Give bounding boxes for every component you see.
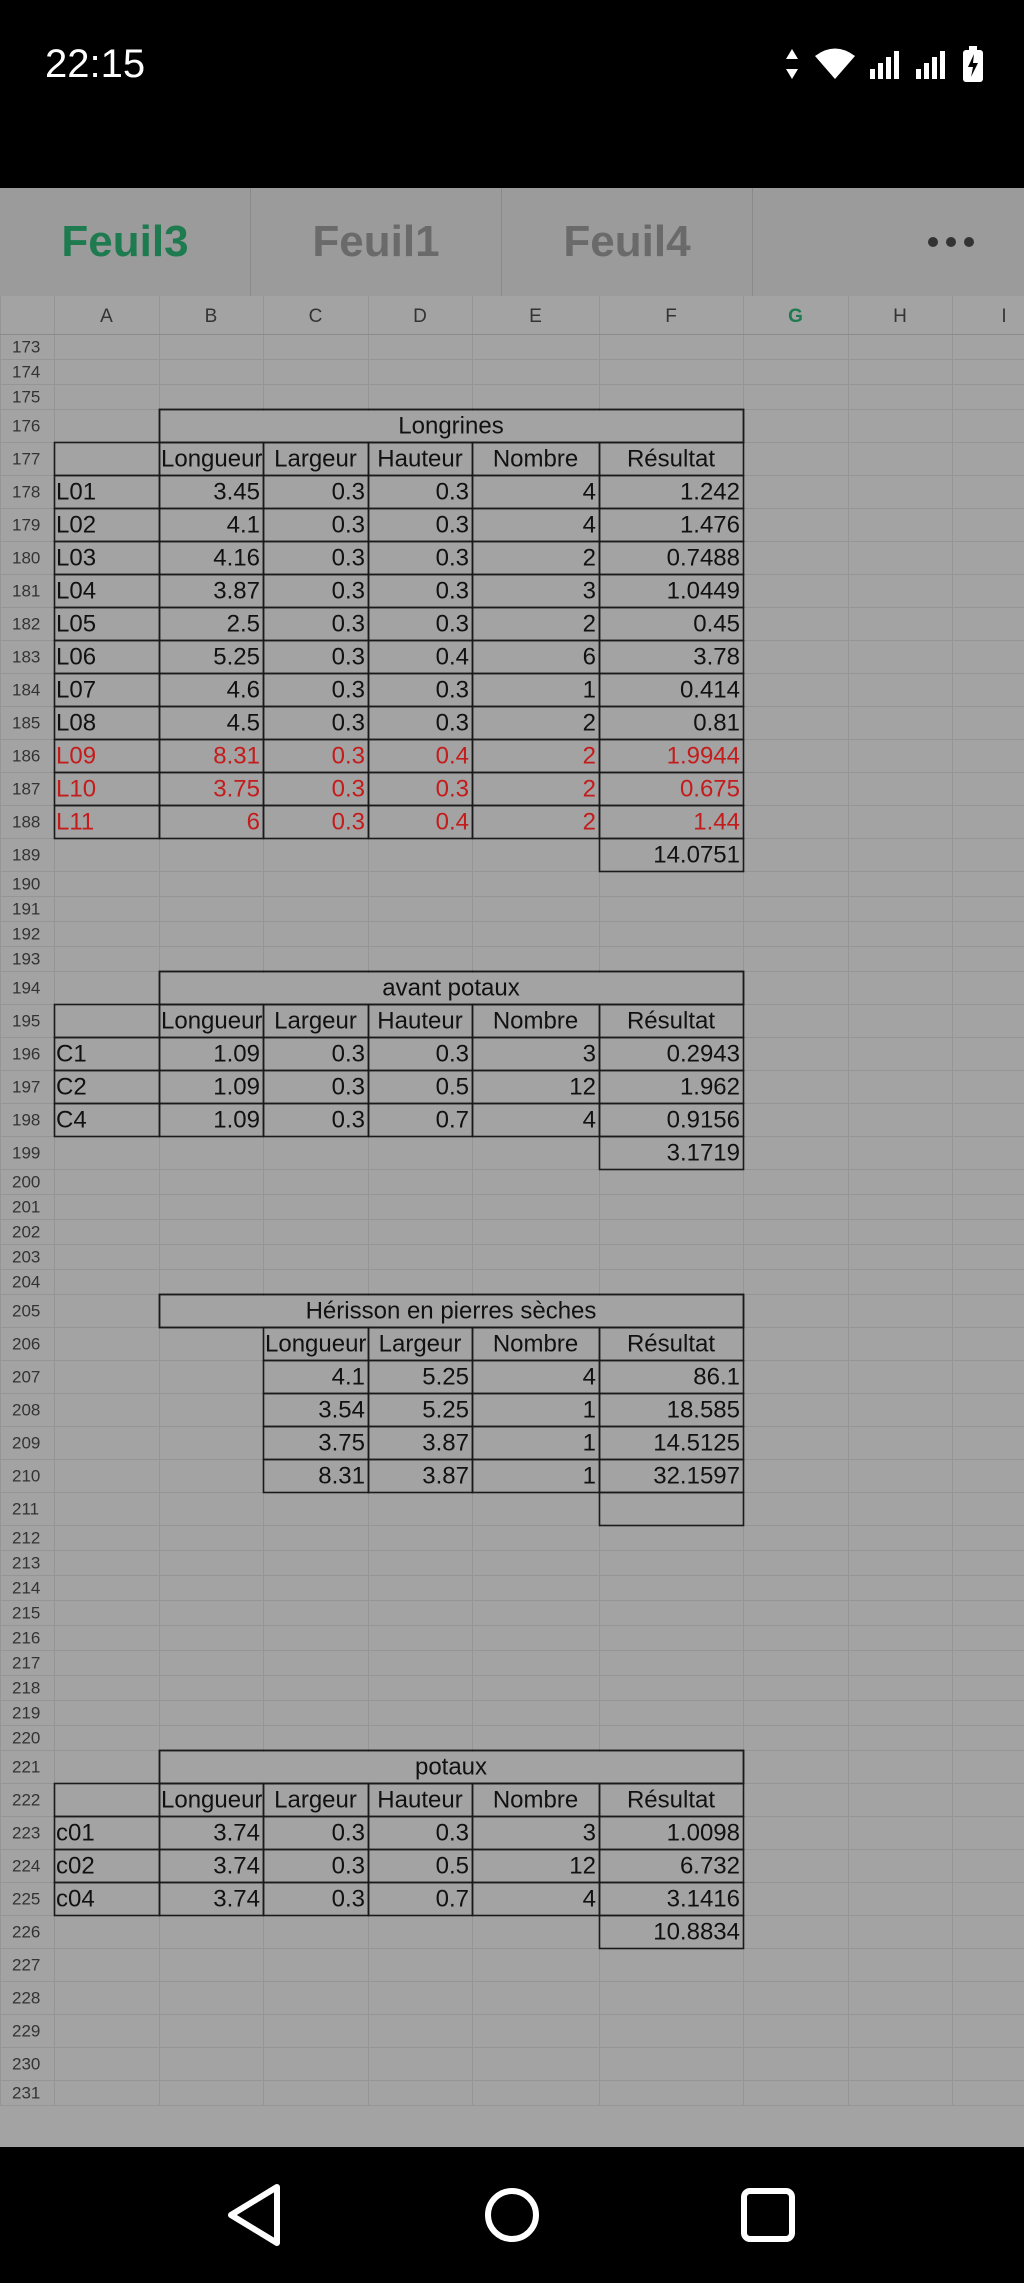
- cell-f206: Résultat: [626, 1330, 716, 1358]
- more-horizontal-icon: [928, 237, 938, 247]
- wifi-icon: [814, 47, 856, 81]
- cell-b194: avant potaux: [382, 974, 520, 1002]
- column-header-d: D: [413, 306, 427, 327]
- table-cell-border: [473, 1394, 600, 1427]
- cell-f186: 1.9944: [666, 742, 740, 770]
- cell-f196: 0.2943: [666, 1040, 740, 1068]
- cell-f197: 1.962: [679, 1073, 740, 1101]
- row-header: 226: [12, 1922, 41, 1942]
- cell-f226: 10.8834: [653, 1918, 740, 1946]
- row-header: 183: [12, 647, 41, 667]
- signal-icon-2: [916, 49, 948, 79]
- column-header-h: H: [893, 306, 907, 327]
- cell-a181: L04: [56, 577, 97, 605]
- cell-f187: 0.675: [679, 775, 740, 803]
- table-cell-border: [473, 1427, 600, 1460]
- row-header: 191: [12, 899, 41, 919]
- cell-f183: 3.78: [693, 643, 740, 671]
- cell-d184: 0.3: [435, 676, 469, 704]
- cell-e185: 2: [582, 709, 596, 737]
- cell-a182: L05: [56, 610, 97, 638]
- row-header: 198: [12, 1110, 41, 1130]
- row-header: 200: [12, 1172, 41, 1192]
- cell-c224: 0.3: [331, 1852, 365, 1880]
- cell-c196: 0.3: [331, 1040, 365, 1068]
- cell-d185: 0.3: [435, 709, 469, 737]
- row-header: 209: [12, 1433, 41, 1453]
- cell-e209: 1: [582, 1429, 596, 1457]
- cell-f207: 86.1: [693, 1363, 740, 1391]
- row-header: 212: [12, 1528, 41, 1548]
- cell-b184: 4.6: [226, 676, 260, 704]
- row-header: 176: [12, 416, 41, 436]
- table-cell-border: [473, 509, 600, 542]
- cell-f198: 0.9156: [666, 1106, 740, 1134]
- cell-f177: Résultat: [626, 445, 716, 473]
- cell-d206: Largeur: [378, 1330, 462, 1358]
- cell-b205: Hérisson en pierres sèches: [305, 1297, 597, 1325]
- cell-d223: 0.3: [435, 1819, 469, 1847]
- cell-c197: 0.3: [331, 1073, 365, 1101]
- cell-b198: 1.09: [213, 1106, 260, 1134]
- row-header: 229: [12, 2021, 41, 2041]
- cell-d182: 0.3: [435, 610, 469, 638]
- row-header: 215: [12, 1603, 41, 1623]
- cell-e195: Nombre: [492, 1007, 579, 1035]
- cell-f199: 3.1719: [666, 1139, 740, 1167]
- cell-e183: 6: [582, 643, 596, 671]
- cell-e206: Nombre: [492, 1330, 579, 1358]
- row-header: 223: [12, 1823, 41, 1843]
- row-header: 224: [12, 1856, 41, 1876]
- cell-f178: 1.242: [679, 478, 740, 506]
- cell-c179: 0.3: [331, 511, 365, 539]
- cell-b195: Longueur: [161, 1007, 263, 1035]
- table-cell-border: [55, 1005, 160, 1038]
- cell-b176: Longrines: [398, 412, 504, 440]
- cell-a225: c04: [56, 1885, 95, 1913]
- row-header: 177: [12, 449, 41, 469]
- table-cell-border: [473, 674, 600, 707]
- cell-a185: L08: [56, 709, 97, 737]
- cell-d210: 3.87: [422, 1462, 469, 1490]
- cell-d207: 5.25: [422, 1363, 469, 1391]
- cell-e187: 2: [582, 775, 596, 803]
- cell-f222: Résultat: [626, 1786, 716, 1814]
- cell-f181: 1.0449: [666, 577, 740, 605]
- cell-f185: 0.81: [693, 709, 740, 737]
- cell-a186: L09: [56, 742, 97, 770]
- row-header: 186: [12, 746, 41, 766]
- cell-b221: potaux: [414, 1753, 488, 1781]
- row-header: 193: [12, 949, 41, 969]
- cell-c186: 0.3: [331, 742, 365, 770]
- row-header: 192: [12, 924, 41, 944]
- row-header: 217: [12, 1653, 41, 1673]
- row-header: 203: [12, 1247, 41, 1267]
- table-cell-border: [473, 542, 600, 575]
- cell-f180: 0.7488: [666, 544, 740, 572]
- cell-c222: Largeur: [274, 1786, 357, 1814]
- cell-b197: 1.09: [213, 1073, 260, 1101]
- tab-feuil3[interactable]: Feuil3: [0, 188, 251, 296]
- cell-f223: 1.0098: [666, 1819, 740, 1847]
- cell-c209: 3.75: [318, 1429, 365, 1457]
- table-cell-border: [473, 575, 600, 608]
- cell-d177: Hauteur: [377, 445, 463, 473]
- cell-a197: C2: [56, 1073, 87, 1101]
- column-header-g: G: [788, 306, 803, 327]
- row-header: 196: [12, 1044, 41, 1064]
- cell-b183: 5.25: [213, 643, 260, 671]
- cell-d195: Hauteur: [377, 1007, 463, 1035]
- table-cell-border: [473, 1883, 600, 1916]
- cell-d208: 5.25: [422, 1396, 469, 1424]
- tab-feuil1[interactable]: Feuil1: [251, 188, 502, 296]
- cell-f210: 32.1597: [653, 1462, 740, 1490]
- row-header: 216: [12, 1628, 41, 1648]
- column-header-e: E: [529, 306, 542, 327]
- cell-a187: L10: [56, 775, 97, 803]
- row-header: 205: [12, 1301, 41, 1321]
- table-cell-border: [473, 707, 600, 740]
- cell-b222: Longueur: [161, 1786, 263, 1814]
- cell-b225: 3.74: [213, 1885, 260, 1913]
- table-cell-border: [55, 1784, 160, 1817]
- cell-b180: 4.16: [213, 544, 260, 572]
- cell-c187: 0.3: [331, 775, 365, 803]
- cell-b178: 3.45: [213, 478, 260, 506]
- column-header-f: F: [665, 306, 677, 327]
- grid-canvas: [0, 296, 1024, 2147]
- signal-icon-1: [870, 49, 902, 79]
- cell-d225: 0.7: [435, 1885, 469, 1913]
- cell-c206: Longueur: [265, 1330, 367, 1358]
- row-header: 194: [12, 978, 41, 998]
- cell-e222: Nombre: [492, 1786, 579, 1814]
- cell-c185: 0.3: [331, 709, 365, 737]
- cell-d224: 0.5: [435, 1852, 469, 1880]
- status-bar: [0, 0, 1024, 188]
- row-header: 231: [12, 2083, 41, 2103]
- row-header: 219: [12, 1703, 41, 1723]
- cell-d187: 0.3: [435, 775, 469, 803]
- status-time: 22:15: [45, 42, 146, 86]
- cell-a183: L06: [56, 643, 97, 671]
- row-header: 204: [12, 1272, 41, 1292]
- row-header: 182: [12, 614, 41, 634]
- cell-c177: Largeur: [274, 445, 357, 473]
- row-header: 195: [12, 1011, 41, 1031]
- cell-d186: 0.4: [435, 742, 469, 770]
- cell-e224: 12: [569, 1852, 596, 1880]
- row-header: 208: [12, 1400, 41, 1420]
- cell-a179: L02: [56, 511, 97, 539]
- cell-c183: 0.3: [331, 643, 365, 671]
- navigation-bar: [0, 2147, 1024, 2283]
- row-header: 218: [12, 1678, 41, 1698]
- row-header: 173: [12, 337, 41, 357]
- cell-e207: 4: [582, 1363, 596, 1391]
- cell-d196: 0.3: [435, 1040, 469, 1068]
- row-header: 221: [12, 1757, 41, 1777]
- cell-c198: 0.3: [331, 1106, 365, 1134]
- cell-e178: 4: [582, 478, 596, 506]
- row-header: 220: [12, 1728, 41, 1748]
- cell-d178: 0.3: [435, 478, 469, 506]
- row-header: 174: [12, 362, 41, 382]
- row-header: 225: [12, 1889, 41, 1909]
- row-header: 187: [12, 779, 41, 799]
- cell-c207: 4.1: [331, 1363, 365, 1391]
- table-cell-border: [473, 1361, 600, 1394]
- cell-e179: 4: [582, 511, 596, 539]
- row-header: 197: [12, 1077, 41, 1097]
- cell-d180: 0.3: [435, 544, 469, 572]
- cell-e196: 3: [582, 1040, 596, 1068]
- cell-c182: 0.3: [331, 610, 365, 638]
- row-header: 202: [12, 1222, 41, 1242]
- row-header: 228: [12, 1988, 41, 2008]
- cell-e208: 1: [582, 1396, 596, 1424]
- table-cell-border: [473, 740, 600, 773]
- cell-e180: 2: [582, 544, 596, 572]
- more-options-button[interactable]: [878, 188, 1024, 296]
- cell-a184: L07: [56, 676, 97, 704]
- cell-a198: C4: [56, 1106, 87, 1134]
- cell-e181: 3: [582, 577, 596, 605]
- row-header: 199: [12, 1143, 41, 1163]
- sheet-tabs: [0, 188, 1024, 297]
- cell-a178: L01: [56, 478, 97, 506]
- cell-e210: 1: [582, 1462, 596, 1490]
- cell-b223: 3.74: [213, 1819, 260, 1847]
- cell-e186: 2: [582, 742, 596, 770]
- row-header: 206: [12, 1334, 41, 1354]
- cell-c195: Largeur: [274, 1007, 357, 1035]
- cell-f225: 3.1416: [666, 1885, 740, 1913]
- cell-f184: 0.414: [679, 676, 740, 704]
- table-cell-border: [473, 773, 600, 806]
- cell-c208: 3.54: [318, 1396, 365, 1424]
- row-header: 181: [12, 581, 41, 601]
- cell-e198: 4: [582, 1106, 596, 1134]
- cell-b185: 4.5: [226, 709, 260, 737]
- table-cell-border: [473, 608, 600, 641]
- row-header: 207: [12, 1367, 41, 1387]
- recents-square-icon[interactable]: [728, 2175, 808, 2255]
- cell-f195: Résultat: [626, 1007, 716, 1035]
- spreadsheet-grid[interactable]: [0, 296, 1024, 2147]
- cell-d183: 0.4: [435, 643, 469, 671]
- battery-charging-icon: [962, 46, 984, 82]
- table-cell-border: [600, 1493, 744, 1526]
- row-header: 184: [12, 680, 41, 700]
- cell-f209: 14.5125: [653, 1429, 740, 1457]
- cell-e184: 1: [582, 676, 596, 704]
- row-header: 175: [12, 387, 41, 407]
- row-header: 227: [12, 1955, 41, 1975]
- table-cell-border: [473, 476, 600, 509]
- cell-e177: Nombre: [492, 445, 579, 473]
- cell-e225: 4: [582, 1885, 596, 1913]
- cell-b181: 3.87: [213, 577, 260, 605]
- cell-c181: 0.3: [331, 577, 365, 605]
- cell-a224: c02: [56, 1852, 95, 1880]
- cell-b188: 6: [246, 808, 260, 836]
- cell-d198: 0.7: [435, 1106, 469, 1134]
- row-header: 211: [12, 1499, 40, 1519]
- table-cell-border: [473, 1460, 600, 1493]
- cell-d179: 0.3: [435, 511, 469, 539]
- row-header: 185: [12, 713, 41, 733]
- cell-b177: Longueur: [161, 445, 263, 473]
- cell-c188: 0.3: [331, 808, 365, 836]
- cell-c223: 0.3: [331, 1819, 365, 1847]
- cell-e223: 3: [582, 1819, 596, 1847]
- column-header-strip: [0, 296, 1024, 334]
- cell-c210: 8.31: [318, 1462, 365, 1490]
- cell-f208: 18.585: [666, 1396, 740, 1424]
- cell-b196: 1.09: [213, 1040, 260, 1068]
- cell-d188: 0.4: [435, 808, 469, 836]
- cell-c180: 0.3: [331, 544, 365, 572]
- table-cell-border: [473, 1038, 600, 1071]
- column-header-a: A: [100, 306, 113, 327]
- cell-e182: 2: [582, 610, 596, 638]
- row-header: 201: [12, 1197, 41, 1217]
- cell-b179: 4.1: [226, 511, 260, 539]
- row-header: 222: [12, 1790, 41, 1810]
- cell-a223: c01: [56, 1819, 95, 1847]
- row-header: 189: [12, 845, 41, 865]
- cell-d222: Hauteur: [377, 1786, 463, 1814]
- cell-b182: 2.5: [226, 610, 260, 638]
- cell-b187: 3.75: [213, 775, 260, 803]
- table-cell-border: [473, 641, 600, 674]
- row-header: 213: [12, 1553, 41, 1573]
- table-cell-border: [55, 443, 160, 476]
- status-icons: [784, 44, 984, 84]
- cell-c184: 0.3: [331, 676, 365, 704]
- cell-f224: 6.732: [679, 1852, 740, 1880]
- cell-c225: 0.3: [331, 1885, 365, 1913]
- cell-e188: 2: [582, 808, 596, 836]
- data-arrows-icon: [784, 47, 800, 81]
- row-header: 179: [12, 515, 41, 535]
- cell-c178: 0.3: [331, 478, 365, 506]
- table-cell-border: [473, 1817, 600, 1850]
- cell-f188: 1.44: [693, 808, 740, 836]
- column-header-c: C: [308, 306, 323, 327]
- tab-feuil4[interactable]: Feuil4: [502, 188, 753, 296]
- cell-d181: 0.3: [435, 577, 469, 605]
- table-cell-border: [473, 1104, 600, 1137]
- row-header: 178: [12, 482, 41, 502]
- row-header: 214: [12, 1578, 41, 1598]
- cell-a196: C1: [56, 1040, 87, 1068]
- home-circle-icon[interactable]: [472, 2175, 552, 2255]
- column-header-i: I: [1001, 306, 1007, 327]
- cell-a180: L03: [56, 544, 97, 572]
- back-triangle-icon[interactable]: [215, 2175, 295, 2255]
- cell-b186: 8.31: [213, 742, 260, 770]
- cell-d197: 0.5: [435, 1073, 469, 1101]
- column-header-b: B: [204, 306, 218, 327]
- row-header: 210: [12, 1466, 41, 1486]
- row-header: 180: [12, 548, 41, 568]
- cell-b224: 3.74: [213, 1852, 260, 1880]
- cell-d209: 3.87: [422, 1429, 469, 1457]
- cell-f179: 1.476: [679, 511, 740, 539]
- table-cell-border: [473, 806, 600, 839]
- cell-f182: 0.45: [693, 610, 740, 638]
- cell-f189: 14.0751: [653, 841, 740, 869]
- cell-a188: L11: [56, 808, 95, 836]
- row-header: 190: [12, 874, 41, 894]
- row-header: 188: [12, 812, 41, 832]
- cell-e197: 12: [569, 1073, 596, 1101]
- row-header: 230: [12, 2054, 41, 2074]
